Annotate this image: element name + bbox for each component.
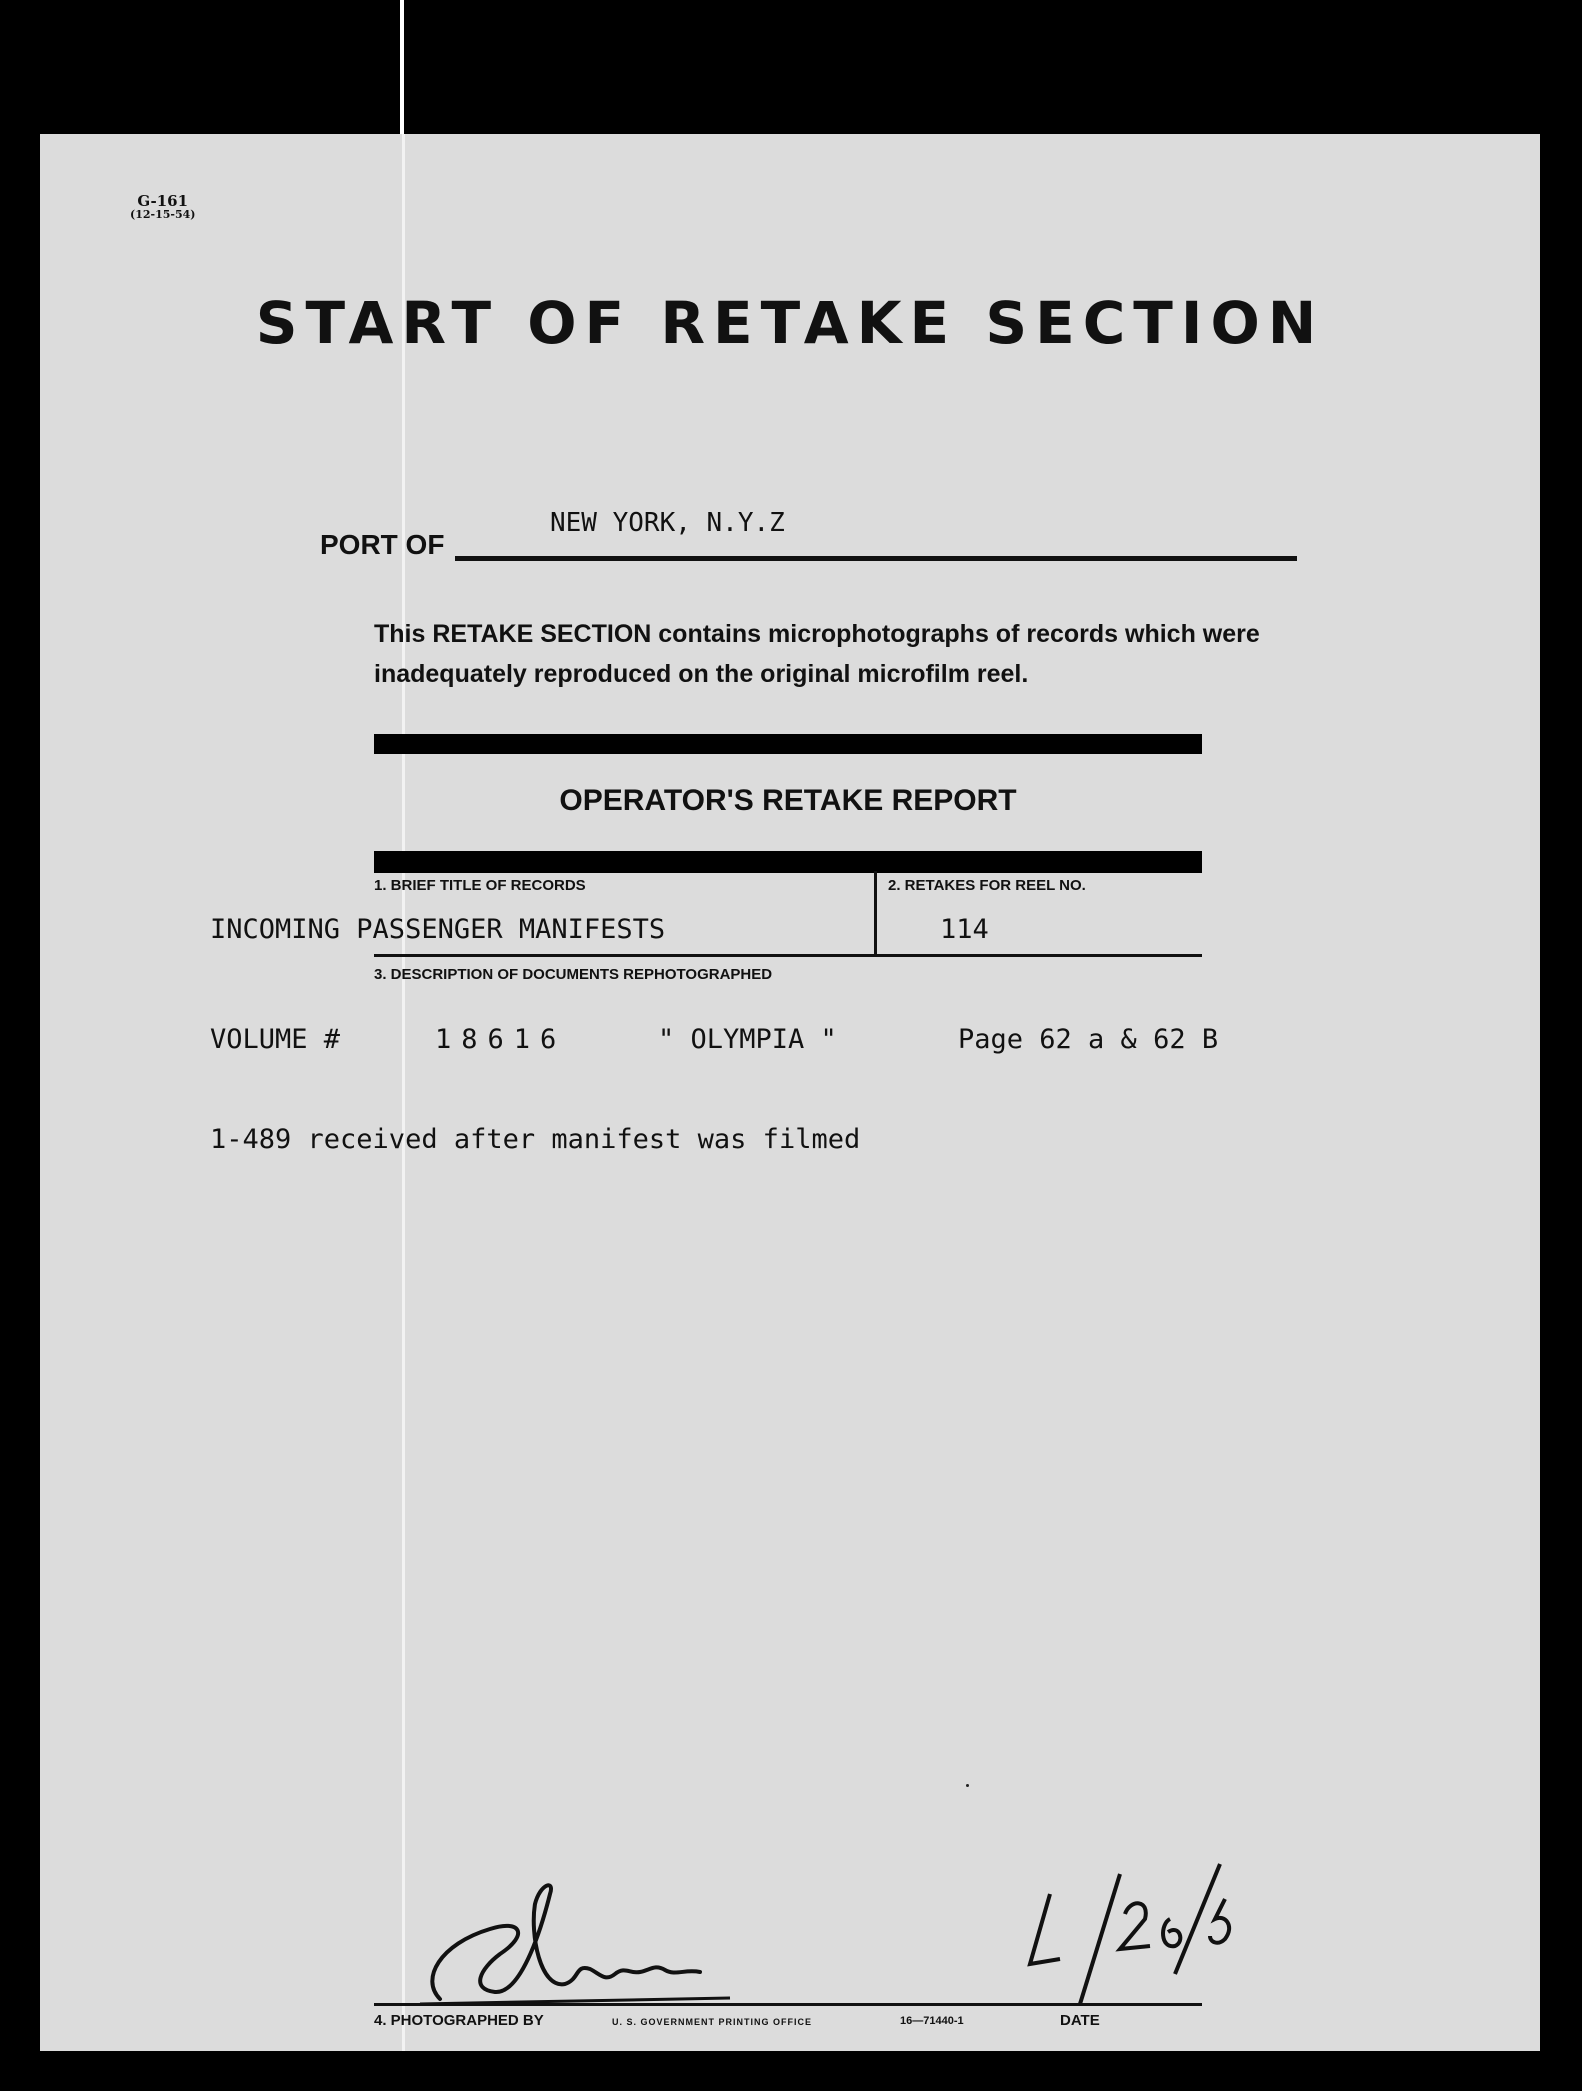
date-label: DATE xyxy=(1060,2012,1100,2029)
form-date: (12-15-54) xyxy=(130,208,196,221)
page-title: START OF RETAKE SECTION xyxy=(255,289,1325,357)
intro-text xyxy=(374,614,1274,694)
volume-number: 18616 xyxy=(435,1024,567,1055)
report-title: OPERATOR'S RETAKE REPORT xyxy=(559,784,1017,817)
printer-credit: U. S. GOVERNMENT PRINTING OFFICE xyxy=(612,2017,813,2027)
photographed-by-label: 4. PHOTOGRAPHED BY xyxy=(374,2012,544,2029)
print-code: 16—71440-1 xyxy=(900,2015,964,2027)
brief-title-label: 1. BRIEF TITLE OF RECORDS xyxy=(374,877,586,894)
description-label: 3. DESCRIPTION OF DOCUMENTS REPHOTOGRAPHED xyxy=(374,966,773,983)
divider-bar-report xyxy=(374,851,1202,873)
form-number: G-161 xyxy=(137,192,189,210)
speck xyxy=(966,1784,969,1787)
intro-line-1: This RETAKE SECTION contains microphotographs of records which were xyxy=(374,620,1260,648)
intro-line-2: inadequately reproduced on the original microfilm reel. xyxy=(374,660,1029,688)
note-text: 1-489 received after manifest was filmed xyxy=(210,1124,861,1155)
reel-number: 114 xyxy=(940,914,989,945)
retakes-label: 2. RETAKES FOR REEL NO. xyxy=(888,877,1086,894)
page-range: Page 62 a & 62 B xyxy=(958,1024,1219,1055)
document-page xyxy=(40,134,1540,2051)
signature-line xyxy=(374,2003,1202,2006)
fold-crease xyxy=(402,134,405,2051)
field-underline xyxy=(374,954,1202,957)
volume-label: VOLUME # xyxy=(210,1024,341,1055)
fold-crease-top xyxy=(400,0,404,134)
port-value: NEW YORK, N.Y.Z xyxy=(550,508,785,538)
signature-icon xyxy=(400,1874,760,2014)
handwritten-date-icon xyxy=(1020,1854,1240,2014)
port-underline xyxy=(455,556,1297,561)
field-divider xyxy=(874,871,877,955)
form-id xyxy=(130,194,195,222)
divider-bar-top xyxy=(374,734,1202,754)
ship-name: " OLYMPIA " xyxy=(658,1024,837,1055)
brief-title-value: INCOMING PASSENGER MANIFESTS xyxy=(210,914,666,945)
port-label: PORT OF xyxy=(320,529,445,560)
